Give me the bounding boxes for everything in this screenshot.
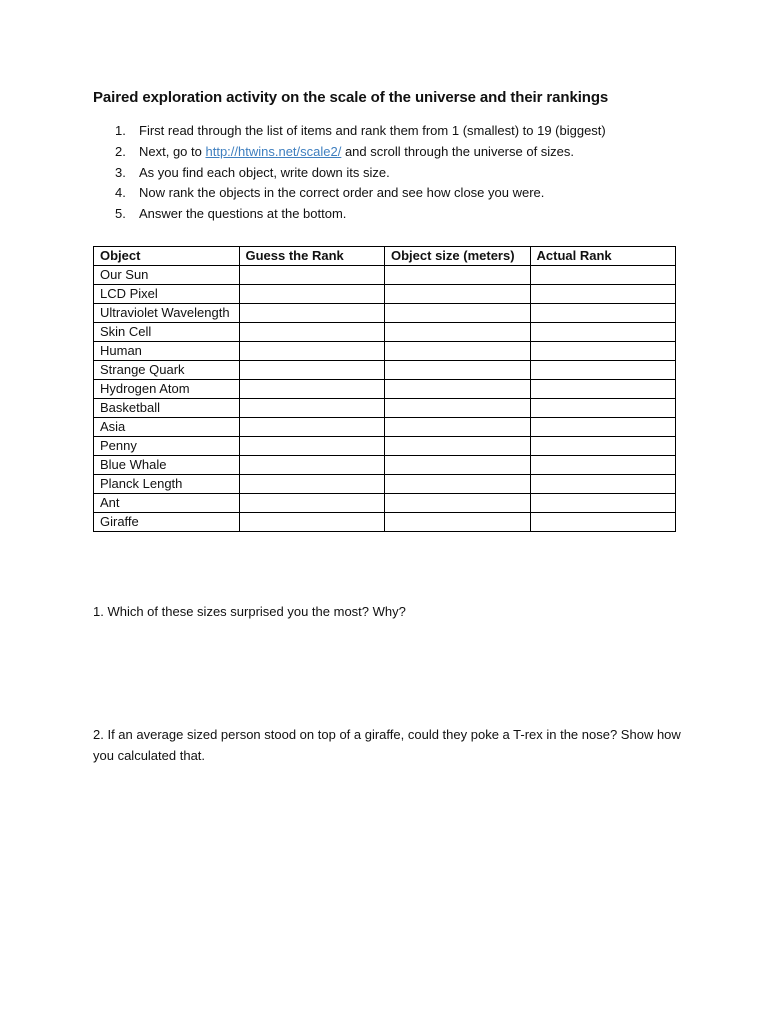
object-size-cell[interactable]	[385, 418, 531, 437]
actual-rank-cell[interactable]	[530, 285, 676, 304]
table-row	[94, 418, 676, 437]
object-name-cell: Giraffe	[94, 513, 240, 532]
guess-rank-cell[interactable]	[239, 437, 385, 456]
actual-rank-cell[interactable]	[530, 399, 676, 418]
instruction-text: Answer the questions at the bottom.	[139, 206, 347, 222]
table-row	[94, 323, 676, 342]
table-row	[94, 399, 676, 418]
actual-rank-cell[interactable]	[530, 361, 676, 380]
scale-website-link[interactable]: http://htwins.net/scale2/	[205, 143, 342, 159]
object-size-cell[interactable]	[385, 304, 531, 323]
actual-rank-cell[interactable]	[530, 494, 676, 513]
object-name-cell: Planck Length	[94, 475, 240, 494]
instruction-text-pre: Next, go to	[139, 143, 206, 159]
object-name-cell: Penny	[94, 437, 240, 456]
guess-rank-cell[interactable]	[239, 342, 385, 361]
actual-rank-cell[interactable]	[530, 266, 676, 285]
question-2: 2. If an average sized person stood on top of a giraffe, could they poke a T-rex in the nose? Show how you calculated that.	[93, 727, 681, 763]
object-name-cell: Our Sun	[94, 266, 240, 285]
column-header-guess-rank: Guess the Rank	[239, 247, 385, 266]
object-size-cell[interactable]	[385, 266, 531, 285]
object-name-cell: Basketball	[94, 399, 240, 418]
guess-rank-cell[interactable]	[239, 266, 385, 285]
actual-rank-cell[interactable]	[530, 418, 676, 437]
table-row	[94, 437, 676, 456]
object-size-cell[interactable]	[385, 342, 531, 361]
table-body	[94, 266, 676, 532]
instruction-number: 5.	[115, 206, 126, 222]
actual-rank-cell[interactable]	[530, 380, 676, 399]
object-size-cell[interactable]	[385, 399, 531, 418]
guess-rank-cell[interactable]	[239, 418, 385, 437]
instruction-text: Now rank the objects in the correct order and see how close you were.	[139, 185, 545, 201]
guess-rank-cell[interactable]	[239, 323, 385, 342]
object-size-cell[interactable]	[385, 475, 531, 494]
guess-rank-cell[interactable]	[239, 304, 385, 323]
guess-rank-cell[interactable]	[239, 494, 385, 513]
actual-rank-cell[interactable]	[530, 513, 676, 532]
page-title: Paired exploration activity on the scale of the universe and their rankings	[93, 89, 609, 106]
object-name-cell: Ultraviolet Wavelength	[94, 304, 240, 323]
object-size-cell[interactable]	[385, 437, 531, 456]
ranking-table	[93, 246, 676, 532]
table-row	[94, 513, 676, 532]
actual-rank-cell[interactable]	[530, 304, 676, 323]
instruction-number: 1.	[115, 123, 126, 138]
actual-rank-cell[interactable]	[530, 342, 676, 361]
question-1: 1. Which of these sizes surprised you the most? Why?	[93, 604, 406, 619]
table-row	[94, 285, 676, 304]
instruction-item	[93, 121, 606, 142]
actual-rank-cell[interactable]	[530, 475, 676, 494]
column-header-object: Object	[94, 247, 240, 266]
guess-rank-cell[interactable]	[239, 361, 385, 380]
object-size-cell[interactable]	[385, 380, 531, 399]
instruction-text-post: and scroll through the universe of sizes.	[341, 143, 575, 159]
object-size-cell[interactable]	[385, 494, 531, 513]
guess-rank-cell[interactable]	[239, 513, 385, 532]
table-row	[94, 266, 676, 285]
instruction-text: As you find each object, write down its size.	[139, 164, 390, 180]
table-row	[94, 361, 676, 380]
instruction-text: First read through the list of items and rank them from 1 (smallest) to 19 (biggest)	[139, 123, 606, 138]
actual-rank-cell[interactable]	[530, 456, 676, 475]
object-name-cell: Asia	[94, 418, 240, 437]
table-header-row	[94, 247, 676, 266]
object-name-cell: Human	[94, 342, 240, 361]
table-row	[94, 475, 676, 494]
object-name-cell: Ant	[94, 494, 240, 513]
object-name-cell: Strange Quark	[94, 361, 240, 380]
instruction-number: 2.	[115, 143, 126, 159]
object-size-cell[interactable]	[385, 361, 531, 380]
instruction-item	[93, 204, 606, 225]
instruction-item	[93, 183, 606, 204]
guess-rank-cell[interactable]	[239, 380, 385, 399]
object-name-cell: Skin Cell	[94, 323, 240, 342]
object-name-cell: Hydrogen Atom	[94, 380, 240, 399]
guess-rank-cell[interactable]	[239, 456, 385, 475]
object-name-cell: LCD Pixel	[94, 285, 240, 304]
column-header-object-size: Object size (meters)	[385, 247, 531, 266]
instructions-list	[93, 121, 606, 225]
actual-rank-cell[interactable]	[530, 437, 676, 456]
table-row	[94, 380, 676, 399]
object-size-cell[interactable]	[385, 323, 531, 342]
instruction-item	[93, 142, 606, 163]
guess-rank-cell[interactable]	[239, 399, 385, 418]
instruction-number: 3.	[115, 164, 126, 180]
object-size-cell[interactable]	[385, 285, 531, 304]
object-size-cell[interactable]	[385, 513, 531, 532]
table-row	[94, 342, 676, 361]
table-row	[94, 304, 676, 323]
guess-rank-cell[interactable]	[239, 285, 385, 304]
table-row	[94, 494, 676, 513]
column-header-actual-rank: Actual Rank	[530, 247, 676, 266]
instruction-number: 4.	[115, 185, 126, 201]
instruction-item	[93, 163, 606, 184]
object-size-cell[interactable]	[385, 456, 531, 475]
guess-rank-cell[interactable]	[239, 475, 385, 494]
table-row	[94, 456, 676, 475]
object-name-cell: Blue Whale	[94, 456, 240, 475]
actual-rank-cell[interactable]	[530, 323, 676, 342]
